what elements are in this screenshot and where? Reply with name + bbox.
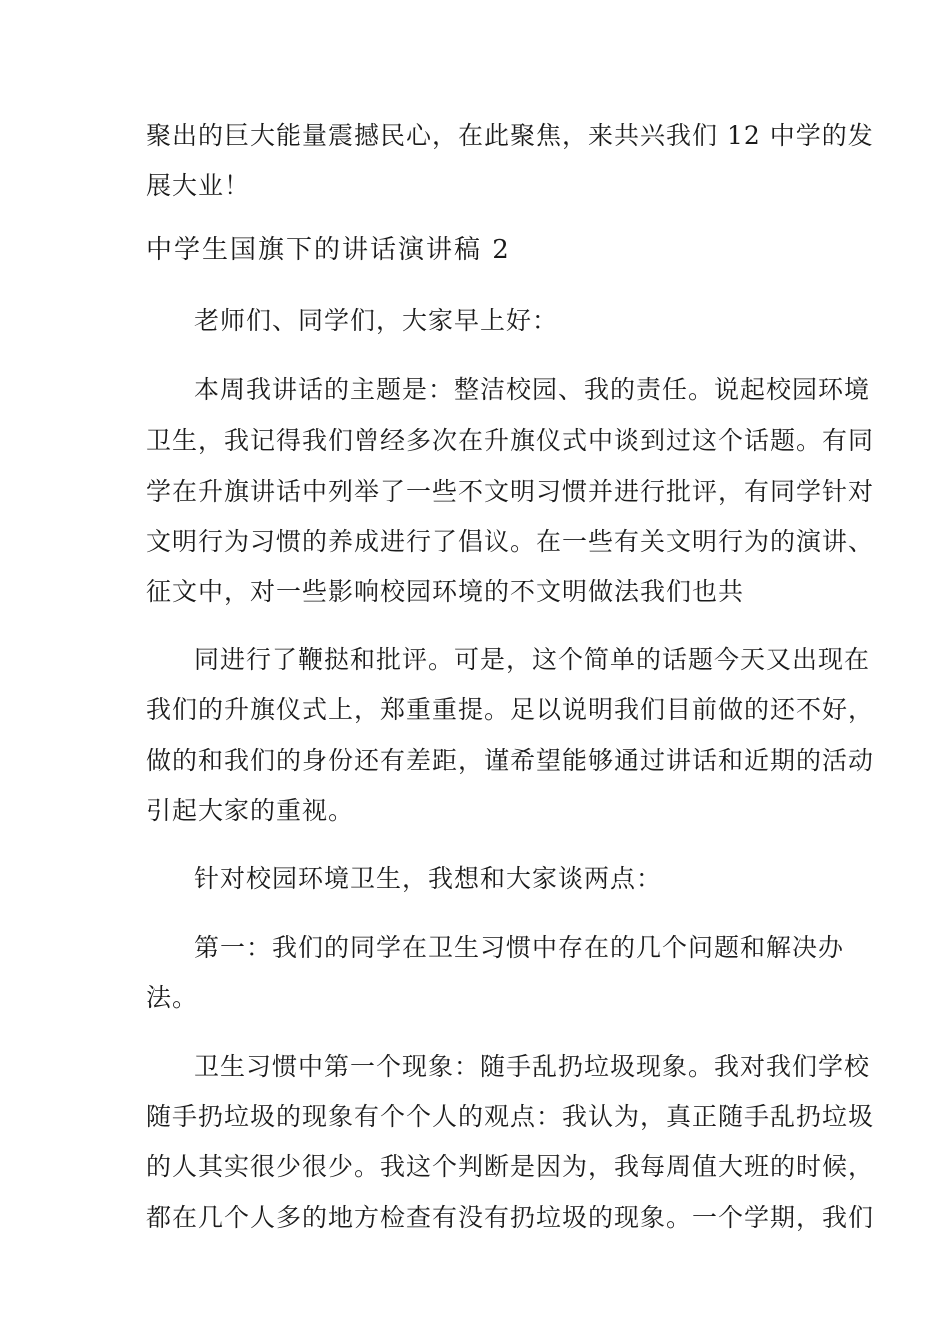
paragraph-line: 做的和我们的身份还有差距，谨希望能够通过讲话和近期的活动 [146, 746, 875, 775]
section-heading: 中学生国旗下的讲话演讲稿 2 [146, 235, 511, 265]
paragraph-line: 老师们、同学们，大家早上好： [194, 306, 559, 335]
paragraph-line: 针对校园环境卫生，我想和大家谈两点： [194, 864, 663, 893]
paragraph-line: 引起大家的重视。 [146, 796, 355, 825]
paragraph-line: 文明行为习惯的养成进行了倡议。在一些有关文明行为的演讲、 [146, 527, 875, 556]
paragraph-line: 展大业！ [146, 171, 251, 200]
paragraph-line: 随手扔垃圾的现象有个个人的观点：我认为，真正随手乱扔垃圾 [146, 1102, 875, 1131]
paragraph-line: 卫生习惯中第一个现象：随手乱扔垃圾现象。我对我们学校 [194, 1052, 871, 1081]
paragraph-line: 法。 [146, 983, 199, 1012]
paragraph-line: 第一：我们的同学在卫生习惯中存在的几个问题和解决办 [194, 933, 845, 962]
paragraph-line: 学在升旗讲话中列举了一些不文明习惯并进行批评，有同学针对 [146, 477, 875, 506]
paragraph-line: 聚出的巨大能量震撼民心，在此聚焦，来共兴我们 12 中学的发 [146, 121, 874, 150]
paragraph-line: 卫生，我记得我们曾经多次在升旗仪式中谈到过这个话题。有同 [146, 426, 875, 455]
paragraph-line: 本周我讲话的主题是：整洁校园、我的责任。说起校园环境 [194, 375, 871, 404]
paragraph-line: 的人其实很少很少。我这个判断是因为，我每周值大班的时候， [146, 1152, 875, 1181]
paragraph-line: 征文中，对一些影响校园环境的不文明做法我们也共 [146, 577, 745, 606]
paragraph-line: 我们的升旗仪式上，郑重重提。足以说明我们目前做的还不好， [146, 695, 875, 724]
paragraph-line: 同进行了鞭挞和批评。可是，这个简单的话题今天又出现在 [194, 645, 871, 674]
paragraph-line: 都在几个人多的地方检查有没有扔垃圾的现象。一个学期，我们 [146, 1203, 875, 1232]
